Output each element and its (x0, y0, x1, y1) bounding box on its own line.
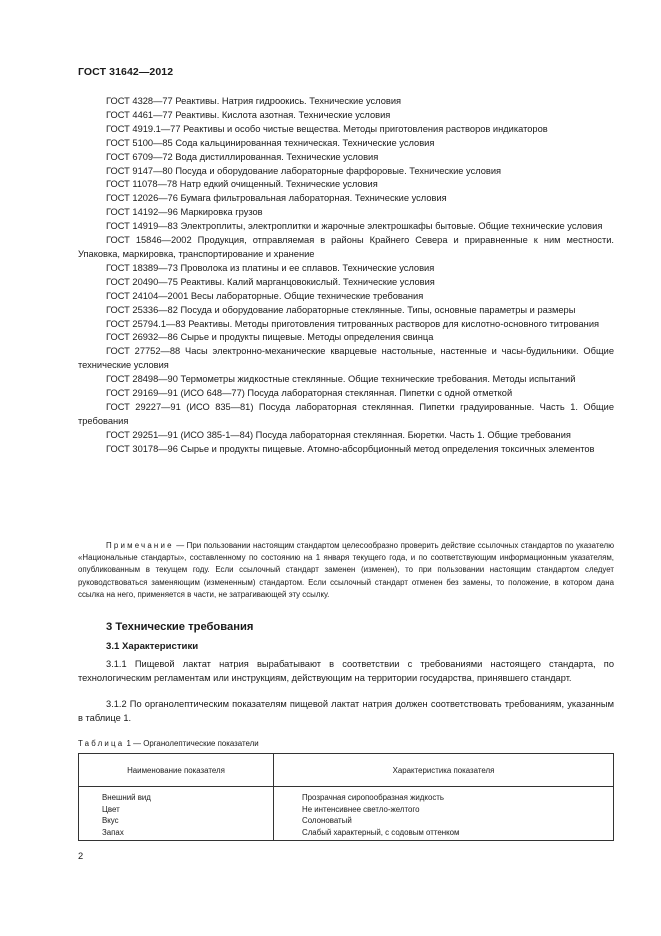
clause-text: 3.1.2 По органолептическим показателям пищевой лактат натрия должен соответствовать требованиям, указанным в таблице 1. (78, 699, 614, 723)
reference-item: ГОСТ 11078—78 Натр едкий очищенный. Технические условия (106, 179, 378, 190)
column-header-name: Наименование показателя (79, 754, 274, 787)
reference-item: ГОСТ 27752—88 Часы электронно-механические кварцевые настольные, настенные и часы-будильники. Общие технические условия (78, 346, 614, 371)
reference-item: ГОСТ 4461—77 Реактивы. Кислота азотная. Технические условия (106, 109, 391, 120)
table-caption-label: Таблица (78, 739, 125, 748)
reference-item: ГОСТ 29169—91 (ИСО 648—77) Посуда лабораторная стеклянная. Пипетки с одной отметкой (106, 388, 513, 399)
page-header: ГОСТ 31642—2012 (78, 66, 174, 78)
reference-item: ГОСТ 4919.1—77 Реактивы и особо чистые вещества. Методы приготовления растворов индикаторов (106, 123, 548, 134)
organoleptic-table (78, 753, 614, 841)
reference-item: ГОСТ 29227—91 (ИСО 835—81) Посуда лабораторная стеклянная. Пипетки градуированные. Часть 1. Общие требования (78, 401, 614, 426)
indicator-value: Не интенсивнее светло-желтого (302, 804, 420, 814)
indicator-value: Прозрачная сиропообразная жидкость (302, 793, 445, 802)
page-number: 2 (78, 851, 84, 861)
table-header-row (79, 754, 614, 787)
indicator-name: Вкус (102, 816, 119, 826)
table-caption (78, 739, 259, 748)
indicator-name: Внешний вид (102, 793, 151, 802)
note-block (78, 540, 614, 601)
subsection-heading: 3.1 Характеристики (106, 641, 199, 652)
note-text: — При пользовании настоящим стандартом целесообразно проверить действие ссылочных стандартов по указателю «Национальные стандарты», составленному по состоянию на 1 января текущего года, и по соответствующим информационным указателям, опубликованным в текущем году. Если ссылочный стандарт заменен (изменен), то при пользовании настоящим стандартом следует руководствоваться заменяющим (измененным) стандартом. Если ссылочный стандарт отменен без замены, то положение, в котором дана ссылка на него, применяется в части, не затрагивающей эту ссылку. (78, 541, 614, 599)
reference-item: ГОСТ 4328—77 Реактивы. Натрия гидроокись. Технические условия (106, 96, 402, 106)
clause-3-1-1 (78, 658, 614, 686)
reference-item: ГОСТ 25336—82 Посуда и оборудование лабораторные стеклянные. Типы, основные параметры и размеры (106, 304, 576, 315)
clause-text: 3.1.1 Пищевой лактат натрия вырабатывают в соответствии с требованиями настоящего стандарта, по технологическим регламентам или инструкциям, действующим на территории государства, принявшего стандарт. (78, 659, 614, 683)
indicator-value: Солоноватый (302, 816, 352, 826)
reference-item: ГОСТ 26932—86 Сырье и продукты пищевые. Методы определения свинца (106, 332, 434, 343)
table-row (79, 787, 614, 841)
reference-item: ГОСТ 12026—76 Бумага фильтровальная лабораторная. Технические условия (106, 193, 447, 204)
normative-references-list (78, 95, 614, 457)
note-paragraph (78, 540, 614, 601)
reference-item: ГОСТ 18389—73 Проволока из платины и ее сплавов. Технические условия (106, 262, 435, 273)
reference-item: ГОСТ 15846—2002 Продукция, отправляемая в районы Крайнего Севера и приравненные к ним местности. Упаковка, маркировка, транспортирование и хранение (78, 235, 614, 259)
reference-item: ГОСТ 29251—91 (ИСО 385-1—84) Посуда лабораторная стеклянная. Бюретки. Часть 1. Общие требования (106, 429, 571, 440)
reference-item: ГОСТ 5100—85 Сода кальцинированная техническая. Технические условия (106, 137, 435, 148)
reference-item: ГОСТ 9147—80 Посуда и оборудование лабораторные фарфоровые. Технические условия (106, 165, 502, 176)
reference-item: ГОСТ 28498—90 Термометры жидкостные стеклянные. Общие технические требования. Методы испытаний (106, 374, 576, 385)
reference-item: ГОСТ 20490—75 Реактивы. Калий марганцовокислый. Технические условия (106, 276, 435, 287)
table-caption-text: 1 — Органолептические показатели (124, 739, 259, 748)
reference-item: ГОСТ 14192—96 Маркировка грузов (106, 207, 263, 218)
indicator-values-cell (274, 787, 614, 841)
note-label: Примечание (106, 541, 174, 550)
section-heading: 3 Технические требования (106, 621, 254, 633)
reference-item: ГОСТ 24104—2001 Весы лабораторные. Общие технические требования (106, 290, 424, 301)
indicator-value: Слабый характерный, с содовым оттенком (302, 827, 460, 837)
indicator-names-cell (79, 787, 274, 841)
reference-item: ГОСТ 6709—72 Вода дистиллированная. Технические условия (106, 151, 379, 162)
clause-3-1-2 (78, 698, 614, 726)
indicator-name: Цвет (102, 804, 120, 814)
column-header-characteristic: Характеристика показателя (274, 754, 614, 787)
reference-item: ГОСТ 30178—96 Сырье и продукты пищевые. Атомно-абсорбционный метод определения токсичных элементов (106, 443, 595, 454)
reference-item: ГОСТ 25794.1—83 Реактивы. Методы приготовления титрованных растворов для кислотно-основного титрования (106, 318, 600, 329)
reference-item: ГОСТ 14919—83 Электроплиты, электроплитки и жарочные электрошкафы бытовые. Общие технические условия (106, 221, 603, 232)
indicator-name: Запах (102, 827, 124, 837)
